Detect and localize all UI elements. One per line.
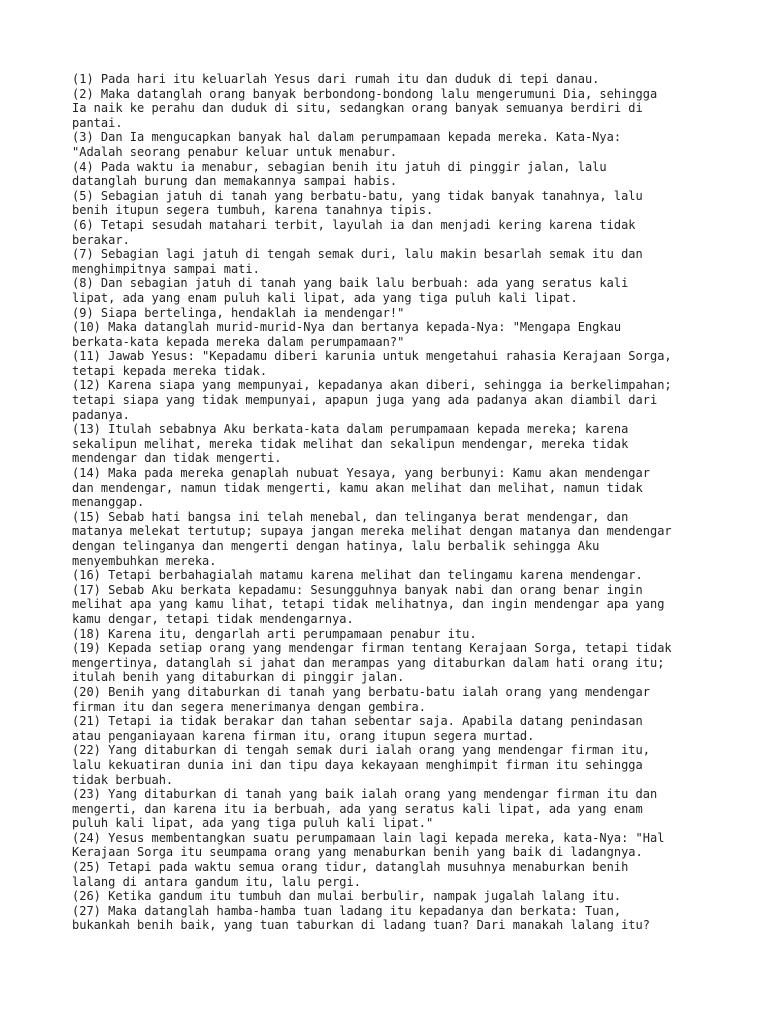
text-line: (17) Sebab Aku berkata kepadamu: Sesungguhnya banyak nabi dan orang benar ingin bbox=[72, 582, 643, 597]
text-line: (27) Maka datanglah hamba-hamba tuan ladang itu kepadanya dan berkata: Tuan, bbox=[72, 903, 622, 918]
text-line: (8) Dan sebagian jatuh di tanah yang baik lalu berbuah: ada yang seratus kali bbox=[72, 276, 629, 291]
text-line: sekalipun melihat, mereka tidak melihat dan sekalipun mendengar, mereka tidak bbox=[72, 436, 629, 451]
text-line: dengan telinganya dan mengerti dengan hatinya, lalu berbalik sehingga Aku bbox=[72, 539, 600, 553]
text-line: lalang di antara gandum itu, lalu pergi. bbox=[72, 874, 361, 889]
text-line: (23) Yang ditaburkan di tanah yang baik ialah orang yang mendengar firman itu dan bbox=[72, 787, 658, 802]
text-line: Ia naik ke perahu dan duduk di situ, sedangkan orang banyak semuanya berdiri di bbox=[72, 101, 643, 116]
text-line: (4) Pada waktu ia menabur, sebagian benih itu jatuh di pinggir jalan, lalu bbox=[72, 159, 607, 174]
text-line: benih itupun segera tumbuh, karena tanahnya tipis. bbox=[72, 203, 434, 218]
text-line: pantai. bbox=[72, 115, 123, 130]
text-line: mendengar dan tidak mengerti. bbox=[72, 451, 282, 466]
text-line: mengertinya, datanglah si jahat dan merampas yang ditaburkan dalam hati orang itu; bbox=[72, 655, 665, 670]
text-line: dan mendengar, namun tidak mengerti, kamu akan melihat dan melihat, namun tidak bbox=[72, 480, 643, 495]
text-line: (3) Dan Ia mengucapkan banyak hal dalam perumpamaan kepada mereka. Kata-Nya: bbox=[72, 130, 622, 145]
text-line: (25) Tetapi pada waktu semua orang tidur, datanglah musuhnya menaburkan benih bbox=[72, 860, 629, 875]
text-line: mengerti, dan karena itu ia berbuah, ada yang seratus kali lipat, ada yang enam bbox=[72, 801, 643, 816]
text-line: menghimpitnya sampai mati. bbox=[72, 261, 260, 276]
text-line: (19) Kepada setiap orang yang mendengar firman tentang Kerajaan Sorga, tetapi tidak bbox=[72, 641, 672, 656]
text-line: (9) Siapa bertelinga, hendaklah ia mendengar!" bbox=[72, 305, 405, 320]
text-line: firman itu dan segera menerimanya dengan gembira. bbox=[72, 699, 427, 714]
text-line: (13) Itulah sebabnya Aku berkata-kata dalam perumpamaan kepada mereka; karena bbox=[72, 422, 629, 437]
text-line: Kerajaan Sorga itu seumpama orang yang menaburkan benih yang baik di ladangnya. bbox=[72, 845, 643, 860]
text-line: tetapi kepada mereka tidak. bbox=[72, 363, 268, 378]
text-line: matanya melekat tertutup; supaya jangan mereka melihat dengan matanya dan mendengar bbox=[72, 524, 672, 539]
text-line: (22) Yang ditaburkan di tengah semak duri ialah orang yang mendengar firman itu, bbox=[72, 743, 650, 758]
text-line: atau penganiayaan karena firman itu, orang itupun segera murtad. bbox=[72, 728, 535, 743]
text-line: (2) Maka datanglah orang banyak berbondong-bondong lalu mengerumuni Dia, sehingga bbox=[72, 86, 658, 101]
text-line: bukankah benih baik, yang tuan taburkan di ladang tuan? Dari manakah lalang itu? bbox=[72, 918, 650, 933]
text-line: datanglah burung dan memakannya sampai habis. bbox=[72, 174, 398, 189]
text-line: (6) Tetapi sesudah matahari terbit, layulah ia dan menjadi kering karena tidak bbox=[72, 217, 636, 232]
text-line: (18) Karena itu, dengarlah arti perumpamaan penabur itu. bbox=[72, 626, 477, 641]
text-line: tidak berbuah. bbox=[72, 772, 174, 787]
text-line: lipat, ada yang enam puluh kali lipat, ada yang tiga puluh kali lipat. bbox=[72, 290, 578, 305]
text-line: menyembuhkan mereka. bbox=[72, 553, 217, 568]
text-line: melihat apa yang kamu lihat, tetapi tidak melihatnya, dan ingin mendengar apa yang bbox=[72, 597, 665, 612]
text-line: itulah benih yang ditaburkan di pinggir jalan. bbox=[72, 670, 405, 685]
text-line: (15) Sebab hati bangsa ini telah menebal, dan telinganya berat mendengar, dan bbox=[72, 509, 629, 524]
text-line: (12) Karena siapa yang mempunyai, kepadanya akan diberi, sehingga ia berkelimpahan; bbox=[72, 378, 672, 393]
text-line: padanya. bbox=[72, 407, 130, 422]
text-line: (5) Sebagian jatuh di tanah yang berbatu-batu, yang tidak banyak tanahnya, lalu bbox=[72, 188, 643, 203]
text-line: puluh kali lipat, ada yang tiga puluh kali lipat." bbox=[72, 816, 434, 831]
text-line: berakar. bbox=[72, 232, 130, 247]
text-line: (1) Pada hari itu keluarlah Yesus dari rumah itu dan duduk di tepi danau. bbox=[72, 72, 600, 86]
text-line: lalu kekuatiran dunia ini dan tipu daya kekayaan menghimpit firman itu sehingga bbox=[72, 757, 643, 772]
text-line: "Adalah seorang penabur keluar untuk menabur. bbox=[72, 144, 398, 159]
text-line: (24) Yesus membentangkan suatu perumpamaan lain lagi kepada mereka, kata-Nya: "Hal bbox=[72, 830, 665, 845]
text-line: (14) Maka pada mereka genaplah nubuat Yesaya, yang berbunyi: Kamu akan mendengar bbox=[72, 466, 650, 481]
text-line: (26) Ketika gandum itu tumbuh dan mulai berbulir, nampak jugalah lalang itu. bbox=[72, 889, 622, 904]
text-line: menanggap. bbox=[72, 495, 145, 510]
document-page bbox=[72, 72, 712, 933]
text-line: (10) Maka datanglah murid-murid-Nya dan bertanya kepada-Nya: "Mengapa Engkau bbox=[72, 320, 622, 335]
text-line: (21) Tetapi ia tidak berakar dan tahan sebentar saja. Apabila datang penindasan bbox=[72, 714, 643, 729]
text-line: (20) Benih yang ditaburkan di tanah yang berbatu-batu ialah orang yang mendengar bbox=[72, 684, 650, 699]
text-line: (16) Tetapi berbahagialah matamu karena melihat dan telingamu karena mendengar. bbox=[72, 568, 643, 583]
text-line: tetapi siapa yang tidak mempunyai, apapun juga yang ada padanya akan diambil dari bbox=[72, 393, 658, 408]
text-line: berkata-kata kepada mereka dalam perumpamaan?" bbox=[72, 334, 405, 349]
text-line: kamu dengar, tetapi tidak mendengarnya. bbox=[72, 611, 354, 626]
text-line: (11) Jawab Yesus: "Kepadamu diberi karunia untuk mengetahui rahasia Kerajaan Sorga, bbox=[72, 349, 672, 364]
text-line: (7) Sebagian lagi jatuh di tengah semak duri, lalu makin besarlah semak itu dan bbox=[72, 247, 643, 262]
